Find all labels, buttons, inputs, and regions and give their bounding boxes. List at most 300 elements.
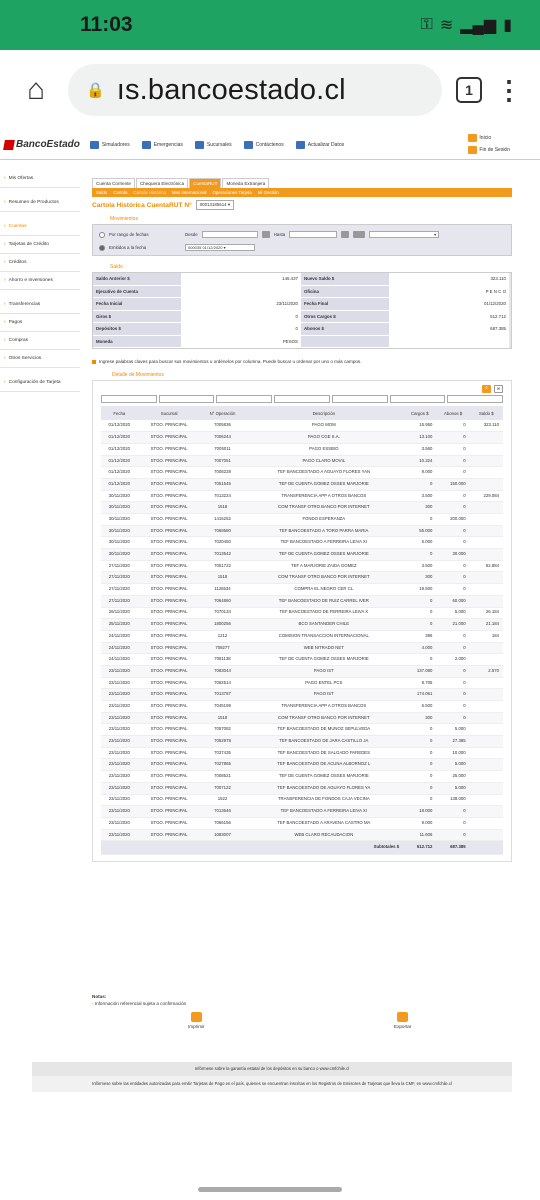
table-cell: 323.110	[470, 420, 503, 432]
range-select[interactable]: ▾	[369, 231, 439, 238]
table-cell: TEF BANCOESTADO A FERREIRA LEIVA XI	[244, 806, 403, 818]
table-cell: 0	[436, 817, 469, 829]
table-cell: 0	[403, 514, 436, 526]
sidebar-label: Configuración de Tarjeta	[8, 380, 61, 385]
column-header[interactable]: Cargos $	[403, 406, 436, 420]
filter-descripcion[interactable]	[274, 395, 330, 403]
fin-sesion-link[interactable]	[468, 146, 510, 154]
arrow-icon: ›	[4, 302, 6, 307]
detalle-box	[92, 380, 512, 862]
table-row	[101, 806, 503, 818]
imprimir-button[interactable]	[188, 1012, 205, 1029]
detalle-title: Detalle de Movimientos	[112, 372, 164, 378]
table-cell: 7013787	[201, 689, 245, 701]
table-cell: STGO. PRINCIPAL	[138, 490, 201, 502]
table-cell: 8.705	[403, 677, 436, 689]
table-cell: WEB CLARO RECAUDACION	[244, 829, 403, 841]
table-cell	[470, 759, 503, 771]
table-cell: STGO. PRINCIPAL	[138, 420, 201, 432]
table-cell: 0	[436, 689, 469, 701]
table-cell: 0	[436, 584, 469, 596]
table-cell: 55.000	[403, 525, 436, 537]
inicio-link[interactable]	[468, 134, 510, 142]
table-cell: 0	[403, 724, 436, 736]
nav-actualizar-datos[interactable]	[296, 141, 344, 149]
table-cell: STGO. PRINCIPAL	[138, 689, 201, 701]
column-header[interactable]: Descripción	[244, 406, 403, 420]
table-cell: FONDO ESPERANZA	[244, 514, 403, 526]
emitidos-label: Emitidos a la fecha	[109, 245, 147, 250]
sidebar-label: Tarjetas de Crédito	[8, 242, 49, 247]
mail-icon	[244, 141, 253, 149]
column-header[interactable]: Saldo $	[470, 406, 503, 420]
table-row	[101, 794, 503, 806]
table-cell: 26/11/2020	[101, 607, 138, 619]
table-cell: 23/11/2020	[101, 806, 138, 818]
table-cell: 0	[403, 595, 436, 607]
sidebar-item-creditos[interactable]	[0, 254, 80, 272]
table-cell: 01/12/2020	[101, 443, 138, 455]
table-cell: 7013224	[201, 490, 245, 502]
table-cell: 0	[436, 525, 469, 537]
nav-simuladores[interactable]	[90, 141, 130, 149]
table-cell: 1518	[201, 712, 245, 724]
table-row	[101, 736, 503, 748]
table-cell: COM TRANSF OTRO BANCO POR INTERNET	[244, 712, 403, 724]
subtab-operaciones-tarjeta[interactable]: Operaciones Tarjeta	[212, 190, 252, 195]
rango-radio[interactable]	[99, 232, 105, 238]
table-cell: 300	[403, 502, 436, 514]
table-cell: 23/11/2020	[101, 712, 138, 724]
tab-cuentarut[interactable]: CuentaRUT	[189, 178, 221, 188]
sidebar-item-config-tarjeta[interactable]	[0, 374, 80, 392]
table-cell: 7057082	[201, 724, 245, 736]
table-cell: STGO. PRINCIPAL	[138, 630, 201, 642]
nav-sucursales[interactable]	[195, 141, 232, 149]
sidebar-label: Resumen de Productos	[8, 200, 59, 205]
table-cell: 0	[403, 549, 436, 561]
table-cell: 1126534	[201, 584, 245, 596]
table-cell: STGO. PRINCIPAL	[138, 736, 201, 748]
table-cell	[470, 537, 503, 549]
browser-toolbar	[0, 50, 540, 130]
saldo-value: PESOS	[181, 336, 301, 349]
table-cell: 0	[403, 607, 436, 619]
table-cell: 0	[436, 537, 469, 549]
table-cell	[470, 549, 503, 561]
map-icon	[195, 141, 204, 149]
table-cell: 7083044	[201, 665, 245, 677]
saldo-value: 687.385	[389, 323, 509, 336]
table-cell: 7007122	[201, 782, 245, 794]
table-cell: 0	[436, 701, 469, 713]
table-cell: 30.000	[436, 549, 469, 561]
table-row	[101, 572, 503, 584]
table-cell	[470, 724, 503, 736]
table-cell: 138.000	[436, 794, 469, 806]
table-cell: 0	[436, 829, 469, 841]
table-cell: 30/11/2020	[101, 537, 138, 549]
table-cell: 7005011	[201, 443, 245, 455]
table-cell: 21.000	[436, 619, 469, 631]
imprimir-label: Imprimir	[188, 1024, 205, 1029]
tab-count-button[interactable]: 1	[456, 77, 482, 103]
table-cell: 7008521	[201, 771, 245, 783]
table-cell: 7013646	[201, 806, 245, 818]
table-cell	[470, 712, 503, 724]
subtotales-label: Subtotales $	[101, 841, 403, 855]
table-row	[101, 595, 503, 607]
status-time: 11:03	[80, 13, 133, 36]
saldo-value: 0	[181, 311, 301, 324]
table-cell: 23/11/2020	[101, 782, 138, 794]
nav-contactenos[interactable]	[244, 141, 284, 149]
table-cell: 30/11/2020	[101, 549, 138, 561]
table-row	[101, 619, 503, 631]
table-cell	[470, 443, 503, 455]
table-cell: TEF BANCOESTADO A AGUAYO FLORES YAN	[244, 467, 403, 479]
table-cell: 0	[436, 443, 469, 455]
table-row	[101, 525, 503, 537]
sidebar-item-transferencias[interactable]	[0, 296, 80, 314]
table-cell: 62.884	[470, 560, 503, 572]
table-cell: STGO. PRINCIPAL	[138, 607, 201, 619]
column-header[interactable]: Fecha	[101, 406, 138, 420]
table-row	[101, 607, 503, 619]
table-row	[101, 467, 503, 479]
logout-icon	[468, 146, 477, 154]
sidebar-label: Mis Ofertas	[8, 176, 34, 181]
sidebar-item-cuentas[interactable]	[0, 218, 80, 236]
table-cell: 23/11/2020	[101, 665, 138, 677]
sidebar-item-ahorro[interactable]	[0, 272, 80, 290]
table-cell: 23/11/2020	[101, 794, 138, 806]
fecha-select[interactable]: 000035 01/12/2020 ▾	[185, 244, 255, 251]
nav-label: Contáctenos	[255, 141, 284, 148]
emitidos-radio[interactable]	[99, 245, 105, 251]
table-cell: 174.061	[403, 689, 436, 701]
table-cell: 0	[436, 560, 469, 572]
table-cell: 7006244	[201, 432, 245, 444]
table-cell: 1800256	[201, 619, 245, 631]
table-cell: TEF BANCOESTADO DE FERREIRA LEIVA X	[244, 607, 403, 619]
gesture-bar[interactable]	[198, 1187, 342, 1192]
nav-emergencias[interactable]	[142, 141, 183, 149]
table-cell	[470, 677, 503, 689]
subtab-cartola-historica[interactable]: Cartola Histórica	[133, 190, 166, 195]
column-header[interactable]: N° Operación	[201, 406, 245, 420]
url-text: ıs.bancoestado.cl	[116, 73, 346, 106]
table-cell: TEF BANCOESTADO DE ACUNA ALBORNOZ L	[244, 759, 403, 771]
arrow-icon: ›	[4, 356, 6, 361]
filter-fecha[interactable]	[101, 395, 157, 403]
table-cell	[470, 654, 503, 666]
clock-icon	[142, 141, 151, 149]
filter-saldo[interactable]	[447, 395, 503, 403]
table-cell	[470, 572, 503, 584]
table-cell	[470, 514, 503, 526]
table-cell: 200.000	[436, 514, 469, 526]
filter-sucursal[interactable]	[159, 395, 215, 403]
calendar-icon[interactable]	[262, 231, 270, 238]
arrow-icon: ›	[4, 380, 6, 385]
table-cell: 7037435	[201, 747, 245, 759]
table-cell: STGO. PRINCIPAL	[138, 595, 201, 607]
table-cell: 300	[403, 572, 436, 584]
table-cell: STGO. PRINCIPAL	[138, 455, 201, 467]
table-cell: STGO. PRINCIPAL	[138, 806, 201, 818]
menu-dots-icon[interactable]: ⋮	[496, 75, 522, 105]
table-body	[101, 420, 503, 841]
table-cell: 2.570	[470, 665, 503, 677]
table-cell: 709277	[201, 642, 245, 654]
table-cell: BCO SANTANDER CHILE	[244, 619, 403, 631]
table-cell: 26.184	[470, 607, 503, 619]
table-cell	[470, 432, 503, 444]
inicio-label: Inicio	[479, 135, 492, 141]
table-cell: 0	[403, 782, 436, 794]
table-cell: STGO. PRINCIPAL	[138, 677, 201, 689]
table-cell: PAGO ENTEL PCS	[244, 677, 403, 689]
table-cell: 0	[436, 455, 469, 467]
table-cell: STGO. PRINCIPAL	[138, 537, 201, 549]
saldo-label: Saldo Anterior $	[93, 273, 181, 286]
table-cell: 23/11/2020	[101, 829, 138, 841]
table-cell: 386	[403, 630, 436, 642]
table-cell: 229.084	[470, 490, 503, 502]
table-cell: PAGO ESSBIO	[244, 443, 403, 455]
table-cell: 0	[436, 432, 469, 444]
table-cell: 27/11/2020	[101, 584, 138, 596]
table-row	[101, 665, 503, 677]
table-cell: 7051545	[201, 478, 245, 490]
table-cell: TEF BANCOESTADO A TORO PARRA MARIA	[244, 525, 403, 537]
tab-moneda-extranjera[interactable]: Moneda Extranjera	[222, 178, 269, 188]
table-cell: TEF A MARJORIE ZAIDA GOMEZ	[244, 560, 403, 572]
subtab-saldo[interactable]: Saldo	[96, 190, 108, 195]
filter-abonos[interactable]	[390, 395, 446, 403]
table-cell: PAGO MOM	[244, 420, 403, 432]
notas-title: Notas:	[92, 994, 107, 999]
table-cell: TEF BANCOESTADO DE SALGADO PAREDES	[244, 747, 403, 759]
table-row	[101, 630, 503, 642]
table-cell: 5.000	[436, 607, 469, 619]
sidebar-item-mis-ofertas[interactable]	[0, 170, 80, 188]
movimientos-filter	[92, 224, 512, 256]
bullet-icon	[92, 360, 96, 364]
wifi-icon: ≋	[439, 17, 454, 34]
table-cell: 0	[403, 619, 436, 631]
table-cell: 25.000	[436, 771, 469, 783]
subtab-mas-internacional[interactable]: Mas Internacional	[171, 190, 207, 195]
rango-label: Por rango de fechas	[109, 232, 149, 237]
arrow-icon: ›	[4, 260, 6, 265]
table-row	[101, 747, 503, 759]
search-note-text: Ingrese palabras claves para buscar sus movimientos u ordénelos por columna. Puede buscar u ordenar por uno o más campos.	[99, 359, 362, 364]
footer-tarjetas[interactable]: Infórmese sobre las entidades autorizadas para emitir Tarjetas de Pago en el país, quienes se encuentran inscritas en los Registros de Emisores de Tarjetas que lleva la CMF, en www.cmfchile.cl	[32, 1076, 512, 1092]
table-cell: 7008228	[201, 467, 245, 479]
sidebar-label: Créditos	[8, 260, 27, 265]
sidebar-label: Otros Servicios	[8, 356, 42, 361]
saldo-value: 0	[181, 323, 301, 336]
saldo-label: Fecha Inicial	[93, 298, 181, 311]
vpn-key-icon: ⚿	[420, 16, 433, 33]
table-cell: 18.000	[403, 806, 436, 818]
table-cell: TEF BANCOESTADO DE MUNOZ SEPULVEDA	[244, 724, 403, 736]
table-cell	[470, 478, 503, 490]
table-row	[101, 677, 503, 689]
actions	[92, 1012, 512, 1036]
table-cell: 7027865	[201, 759, 245, 771]
table-cell	[470, 794, 503, 806]
table-cell: STGO. PRINCIPAL	[138, 747, 201, 759]
saldo-label: Oficina	[301, 286, 389, 299]
table-row	[101, 420, 503, 432]
table-row	[101, 759, 503, 771]
table-cell: 7062514	[201, 677, 245, 689]
table-row	[101, 560, 503, 572]
table-row	[101, 584, 503, 596]
table-cell: 23/11/2020	[101, 724, 138, 736]
table-cell: 300	[403, 712, 436, 724]
table-cell: 3.500	[403, 490, 436, 502]
calculator-icon	[90, 141, 99, 149]
table-cell: STGO. PRINCIPAL	[138, 642, 201, 654]
table-cell	[470, 817, 503, 829]
table-cell	[470, 525, 503, 537]
column-header[interactable]: Abonos $	[436, 406, 469, 420]
table-row	[101, 817, 503, 829]
table-cell: STGO. PRINCIPAL	[138, 665, 201, 677]
column-header[interactable]: Sucursal	[138, 406, 201, 420]
table-cell	[470, 455, 503, 467]
table-cell: STGO. PRINCIPAL	[138, 432, 201, 444]
table-cell: 0	[403, 654, 436, 666]
table-cell: 3.560	[403, 443, 436, 455]
sidebar-item-tarjetas[interactable]	[0, 236, 80, 254]
exportar-button[interactable]	[394, 1012, 411, 1029]
table-cell: 21.184	[470, 619, 503, 631]
subtab-mi-gestion[interactable]: Mi Gestión	[257, 190, 279, 195]
table-cell: 5.000	[403, 537, 436, 549]
subtab-cartola[interactable]: Cartola	[113, 190, 128, 195]
table-cell: 10.324	[403, 455, 436, 467]
table-cell: STGO. PRINCIPAL	[138, 502, 201, 514]
table-cell: TRANSFERENCIA APP A OTROS BANCOS	[244, 701, 403, 713]
table-cell: 0	[436, 642, 469, 654]
desde-label: Desde	[185, 232, 198, 237]
table-cell: 3.500	[403, 560, 436, 572]
calendar-icon[interactable]	[341, 231, 349, 238]
hasta-label: Hasta	[273, 232, 286, 237]
table-cell: 7051722	[201, 560, 245, 572]
table-cell: STGO. PRINCIPAL	[138, 525, 201, 537]
table-cell: 01/12/2020	[101, 455, 138, 467]
movimientos-table	[101, 406, 503, 855]
tab-cuenta-corriente[interactable]: Cuenta Corriente	[92, 178, 135, 188]
hasta-input[interactable]	[289, 231, 337, 238]
table-cell: 19.500	[403, 584, 436, 596]
table-cell: 30/11/2020	[101, 502, 138, 514]
link-icon[interactable]: ∞	[494, 385, 503, 393]
table-cell: 0	[436, 665, 469, 677]
sidebar-item-compras[interactable]	[0, 332, 80, 350]
saldo-value	[181, 286, 301, 299]
saldo-label: Moneda	[93, 336, 181, 349]
sidebar-item-otros-servicios[interactable]	[0, 350, 80, 368]
table-cell: 30/11/2020	[101, 490, 138, 502]
home-icon[interactable]: ⌂	[26, 73, 46, 106]
table-cell	[470, 701, 503, 713]
table-cell: STGO. PRINCIPAL	[138, 514, 201, 526]
table-row	[101, 829, 503, 841]
sidebar-item-pagos[interactable]	[0, 314, 80, 332]
table-row	[101, 782, 503, 794]
subtotal-saldo	[470, 841, 503, 855]
table-cell: STGO. PRINCIPAL	[138, 560, 201, 572]
saldo-value: 23/11/2020	[181, 298, 301, 311]
table-cell: 0	[403, 771, 436, 783]
saldo-label: Nuevo Saldo $	[301, 273, 389, 286]
table-cell: 7013542	[201, 549, 245, 561]
arrow-icon: ›	[4, 278, 6, 283]
footer-garantia[interactable]: Infórmese sobre la garantía estatal de los depósitos en su banco o www.cmfchile.cl	[32, 1062, 512, 1076]
table-row	[101, 654, 503, 666]
table-cell: 7081138	[201, 654, 245, 666]
account-select[interactable]: 00013185614 ▾	[196, 200, 234, 210]
table-cell: 7064860	[201, 595, 245, 607]
table-cell: 7005836	[201, 420, 245, 432]
table-cell: 23/11/2020	[101, 771, 138, 783]
table-cell: 0	[403, 759, 436, 771]
search-icon[interactable]: ⌕	[482, 385, 491, 393]
filter-operacion[interactable]	[216, 395, 272, 403]
subtotal-abonos: 687.385	[436, 841, 469, 855]
table-cell: 7052978	[201, 736, 245, 748]
filter-cargos[interactable]	[332, 395, 388, 403]
sidebar-item-resumen[interactable]	[0, 194, 80, 212]
table-cell	[470, 829, 503, 841]
bancoestado-logo[interactable]	[4, 139, 80, 150]
table-cell: STGO. PRINCIPAL	[138, 572, 201, 584]
table-cell: STGO. PRINCIPAL	[138, 654, 201, 666]
exportar-label: Exportar	[394, 1024, 412, 1029]
column-filters	[101, 395, 503, 403]
saldo-box	[92, 272, 512, 349]
table-cell: STGO. PRINCIPAL	[138, 467, 201, 479]
address-bar[interactable]	[68, 64, 442, 116]
saldo-value: 01/12/2020	[389, 298, 509, 311]
search-icon[interactable]	[353, 231, 365, 238]
table-cell: 7066156	[201, 817, 245, 829]
export-icon	[397, 1012, 408, 1022]
table-cell: 11.606	[403, 829, 436, 841]
table-cell	[470, 595, 503, 607]
table-cell: 0	[436, 420, 469, 432]
table-cell: 27/11/2020	[101, 595, 138, 607]
fecha-select-value: 000035 01/12/2020	[188, 245, 223, 250]
emitidos-row	[99, 241, 505, 254]
saldo-label: Abonos $	[301, 323, 389, 336]
table-cell: 23/11/2020	[101, 701, 138, 713]
tab-chequera[interactable]: Chequera Electrónica	[136, 178, 188, 188]
notas	[92, 994, 186, 1006]
table-cell: 184	[470, 630, 503, 642]
saldo-label: Otros Cargos $	[301, 311, 389, 324]
desde-input[interactable]	[202, 231, 258, 238]
table-cell: 137.080	[403, 665, 436, 677]
sidebar-label: Ahorro e Inversiones	[8, 278, 53, 283]
